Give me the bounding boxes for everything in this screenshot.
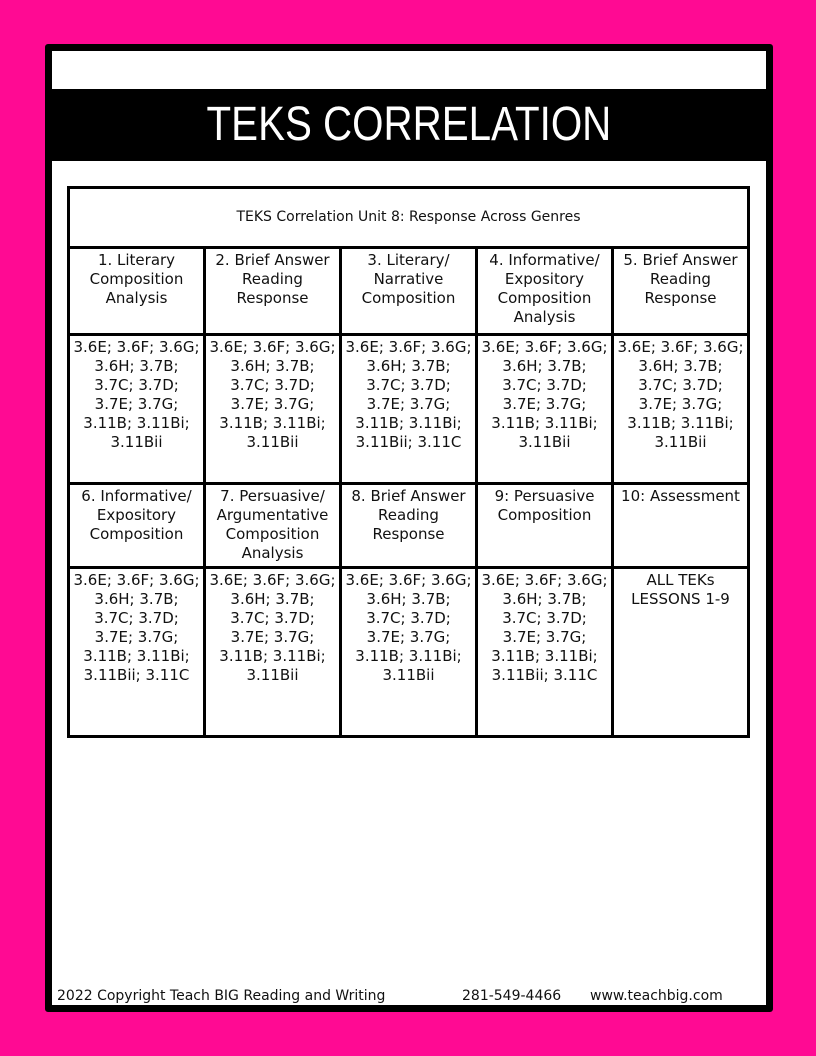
teks-correlation-table bbox=[67, 186, 750, 738]
phone-number: 281-549-4466 bbox=[462, 988, 562, 1004]
lesson-header-2: 2. Brief Answer Reading Response bbox=[205, 248, 341, 335]
title-banner bbox=[52, 89, 766, 161]
lesson-header-1: 1. Literary Composition Analysis bbox=[69, 248, 205, 335]
teks-cell-10: ALL TEKs LESSONS 1-9 bbox=[613, 568, 749, 737]
website-link[interactable]: www.teachbig.com bbox=[590, 988, 723, 1004]
lesson-header-4: 4. Informative/ Expository Composition Analysis bbox=[477, 248, 613, 335]
teks-cell-4: 3.6E; 3.6F; 3.6G; 3.6H; 3.7B; 3.7C; 3.7D; 3.7E; 3.7G; 3.11B; 3.11Bi; 3.11Bii bbox=[477, 335, 613, 484]
table-caption: TEKS Correlation Unit 8: Response Across Genres bbox=[69, 188, 749, 248]
lesson-header-6: 6. Informative/ Expository Composition bbox=[69, 484, 205, 568]
table-row bbox=[69, 335, 749, 484]
copyright-text: 2022 Copyright Teach BIG Reading and Writing bbox=[57, 988, 386, 1004]
table-row bbox=[69, 568, 749, 737]
table-row bbox=[69, 484, 749, 568]
document-page bbox=[45, 44, 773, 1012]
lesson-header-9: 9: Persuasive Composition bbox=[477, 484, 613, 568]
lesson-header-8: 8. Brief Answer Reading Response bbox=[341, 484, 477, 568]
lesson-header-5: 5. Brief Answer Reading Response bbox=[613, 248, 749, 335]
teks-cell-8: 3.6E; 3.6F; 3.6G; 3.6H; 3.7B; 3.7C; 3.7D; 3.7E; 3.7G; 3.11B; 3.11Bi; 3.11Bii bbox=[341, 568, 477, 737]
lesson-header-7: 7. Persuasive/ Argumentative Composition Analysis bbox=[205, 484, 341, 568]
teks-cell-5: 3.6E; 3.6F; 3.6G; 3.6H; 3.7B; 3.7C; 3.7D; 3.7E; 3.7G; 3.11B; 3.11Bi; 3.11Bii bbox=[613, 335, 749, 484]
table-row bbox=[69, 248, 749, 335]
teks-cell-1: 3.6E; 3.6F; 3.6G; 3.6H; 3.7B; 3.7C; 3.7D; 3.7E; 3.7G; 3.11B; 3.11Bi; 3.11Bii bbox=[69, 335, 205, 484]
teks-cell-2: 3.6E; 3.6F; 3.6G; 3.6H; 3.7B; 3.7C; 3.7D; 3.7E; 3.7G; 3.11B; 3.11Bi; 3.11Bii bbox=[205, 335, 341, 484]
lesson-header-10: 10: Assessment bbox=[613, 484, 749, 568]
page-title: TEKS CORRELATION bbox=[206, 98, 612, 151]
footer bbox=[57, 988, 757, 1008]
teks-cell-7: 3.6E; 3.6F; 3.6G; 3.6H; 3.7B; 3.7C; 3.7D; 3.7E; 3.7G; 3.11B; 3.11Bi; 3.11Bii bbox=[205, 568, 341, 737]
teks-cell-9: 3.6E; 3.6F; 3.6G; 3.6H; 3.7B; 3.7C; 3.7D; 3.7E; 3.7G; 3.11B; 3.11Bi; 3.11Bii; 3.11C bbox=[477, 568, 613, 737]
teks-cell-6: 3.6E; 3.6F; 3.6G; 3.6H; 3.7B; 3.7C; 3.7D; 3.7E; 3.7G; 3.11B; 3.11Bi; 3.11Bii; 3.11C bbox=[69, 568, 205, 737]
lesson-header-3: 3. Literary/ Narrative Composition bbox=[341, 248, 477, 335]
teks-cell-3: 3.6E; 3.6F; 3.6G; 3.6H; 3.7B; 3.7C; 3.7D; 3.7E; 3.7G; 3.11B; 3.11Bi; 3.11Bii; 3.11C bbox=[341, 335, 477, 484]
